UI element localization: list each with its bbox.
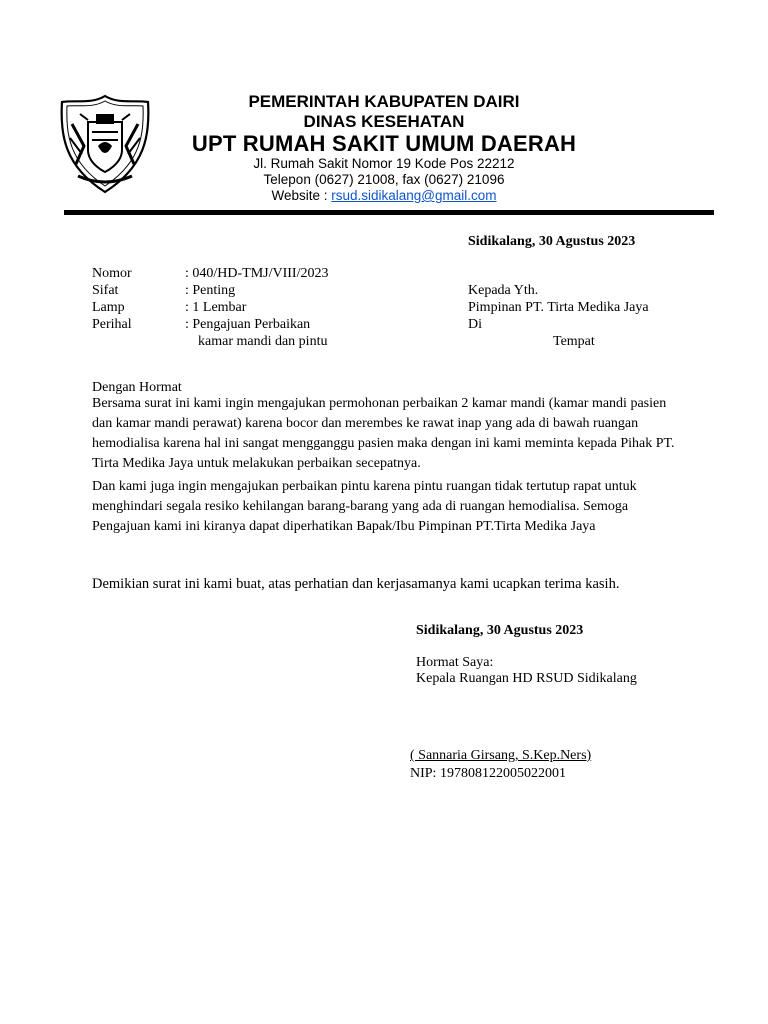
recipient-line3: Di: [468, 317, 482, 332]
letterhead-line2: DINAS KESEHATAN: [303, 112, 465, 131]
letterhead-address: Jl. Rumah Sakit Nomor 19 Kode Pos 22212: [253, 156, 515, 171]
signature-date: Sidikalang, 30 Agustus 2023: [416, 623, 584, 638]
meta-value-lamp: : 1 Lembar: [185, 300, 247, 315]
greeting: Dengan Hormat: [92, 380, 182, 395]
website-link[interactable]: rsud.sidikalang@gmail.com: [331, 188, 497, 203]
meta-label-nomor: Nomor: [92, 266, 132, 281]
website-label: Website :: [271, 188, 332, 203]
meta-label-lamp: Lamp: [92, 300, 125, 315]
letterhead-line1: PEMERINTAH KABUPATEN DAIRI: [248, 92, 520, 111]
recipient-line1: Kepada Yth.: [468, 283, 539, 298]
meta-label-perihal: Perihal: [92, 317, 132, 332]
closing-sentence: Demikian surat ini kami buat, atas perhatian dan kerjasamanya kami ucapkan terima kasih.: [92, 576, 620, 592]
meta-label-sifat: Sifat: [92, 283, 119, 298]
signatory-name: ( Sannaria Girsang, S.Kep.Ners): [410, 748, 592, 763]
meta-perihal-continued: kamar mandi dan pintu: [198, 334, 328, 349]
paragraph-2: Dan kami juga ingin mengajukan perbaikan pintu karena pintu ruangan tidak tertutup rapat untuk menghindari segala resiko kehilangan barang-barang yang ada di ruangan hemodialisa. Semoga Pengajuan kami ini kiranya dapat diperhatikan Bapak/Ibu Pimpinan PT.Tirta Medika Jaya: [92, 479, 637, 534]
meta-value-sifat: : Penting: [185, 283, 236, 298]
letterhead-website: [0, 188, 768, 203]
letterhead-phone: Telepon (0627) 21008, fax (0627) 21096: [263, 172, 505, 187]
recipient-line4: Tempat: [553, 334, 595, 349]
meta-value-perihal: : Pengajuan Perbaikan: [185, 317, 311, 332]
letterhead-title: UPT RUMAH SAKIT UMUM DAERAH: [191, 131, 577, 156]
recipient-line2: Pimpinan PT. Tirta Medika Jaya: [468, 300, 649, 315]
signatory-nip: NIP: 197808122005022001: [410, 766, 566, 781]
signature-salutation: Hormat Saya:: [416, 655, 494, 670]
letterhead-rule: [64, 210, 714, 215]
letter-date: Sidikalang, 30 Agustus 2023: [468, 234, 636, 249]
meta-value-nomor: : 040/HD-TMJ/VIII/2023: [185, 266, 329, 281]
signature-position: Kepala Ruangan HD RSUD Sidikalang: [416, 671, 637, 686]
paragraph-1: Bersama surat ini kami ingin mengajukan permohonan perbaikan 2 kamar mandi (kamar mandi pasien dan kamar mandi perawat) karena bocor dan merembes ke rawat inap yang ada di bawah ruangan hemodialisa karena hal ini sangat mengganggu pasien maka dengan ini kami meminta kepada Pihak PT. Tirta Medika Jaya untuk melakukan perbaikan secepatnya.: [92, 396, 675, 471]
